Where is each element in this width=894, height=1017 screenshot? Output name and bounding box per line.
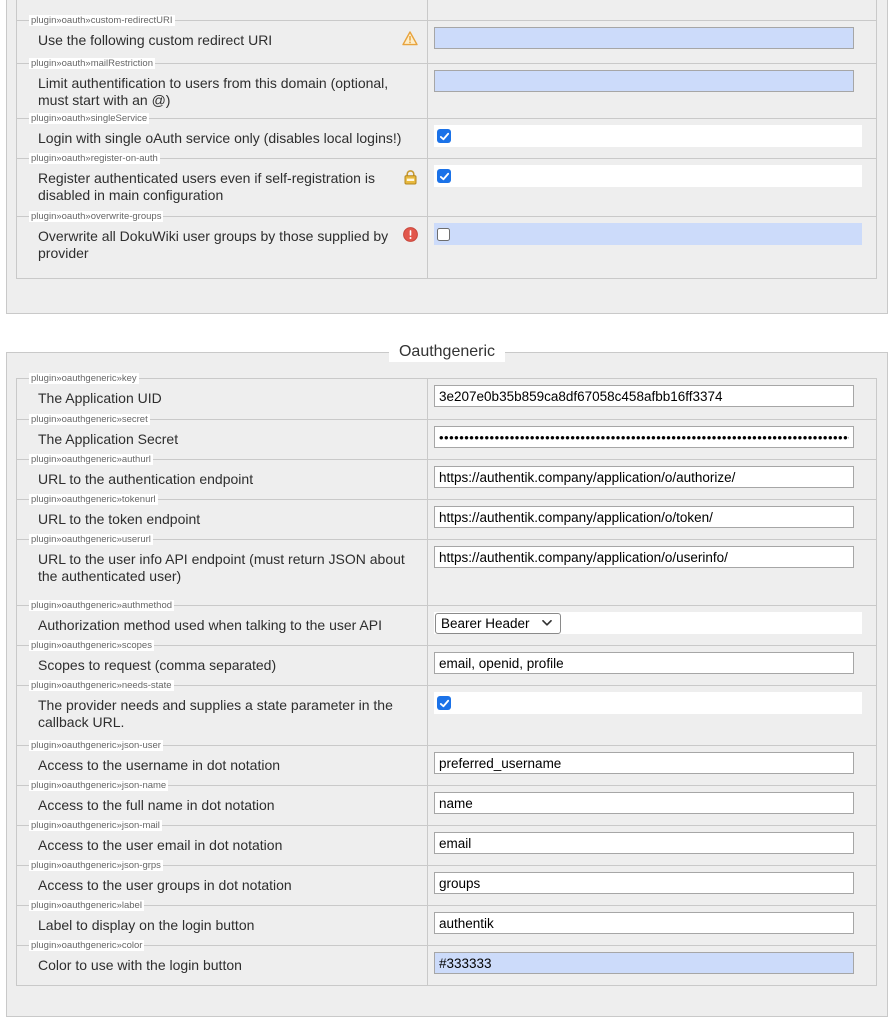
setting-label: Register authenticated users even if self-registration is disabled in main configuration <box>38 170 375 203</box>
setting-key: plugin»oauthgeneric»authurl <box>31 454 151 465</box>
setting-value-cell <box>427 606 876 645</box>
json-grps-input[interactable] <box>434 872 854 894</box>
setting-label-cell <box>17 153 427 216</box>
overwrite-groups-checkbox-field <box>434 223 862 245</box>
needs-state-checkbox-field <box>434 692 862 714</box>
setting-key: plugin»oauthgeneric»secret <box>31 414 148 425</box>
setting-value-cell <box>427 786 876 825</box>
setting-value-cell <box>427 460 876 499</box>
config-row-authmethod <box>17 600 876 645</box>
setting-value-cell <box>427 746 876 785</box>
setting-label: Limit authentification to users from this domain (optional, must start with an @) <box>38 75 389 108</box>
setting-label: Authorization method used when talking to the user API <box>38 617 382 633</box>
config-row-json-name <box>17 780 876 825</box>
warning-icon <box>402 31 418 46</box>
setting-key: plugin»oauth»overwrite-groups <box>31 211 162 222</box>
needs-state-checkbox[interactable] <box>437 696 451 710</box>
setting-label: URL to the user info API endpoint (must return JSON about the authenticated user) <box>38 551 405 584</box>
json-mail-input[interactable] <box>434 832 854 854</box>
setting-value-cell <box>427 420 876 459</box>
setting-value-cell <box>427 21 876 63</box>
setting-label: Scopes to request (comma separated) <box>38 657 277 673</box>
setting-value-cell <box>427 500 876 539</box>
setting-label: Overwrite all DokuWiki user groups by those supplied by provider <box>38 228 389 261</box>
config-row-tokenurl <box>17 494 876 539</box>
lock-icon <box>403 169 418 185</box>
config-row-overwrite-groups <box>17 211 876 278</box>
authurl-input[interactable] <box>434 466 854 488</box>
config-row-secret <box>17 414 876 459</box>
setting-value-cell <box>427 64 876 118</box>
selected-option: Bearer Header <box>441 615 530 631</box>
setting-key: plugin»oauthgeneric»key <box>31 373 137 384</box>
chevron-down-icon <box>542 620 552 626</box>
config-row-label <box>17 900 876 945</box>
setting-label: Access to the user email in dot notation <box>38 837 283 853</box>
label-input[interactable] <box>434 912 854 934</box>
custom-redirectURI-input[interactable] <box>434 27 854 49</box>
setting-label-cell <box>17 940 427 985</box>
config-row-singleService <box>17 113 876 158</box>
key-input[interactable] <box>434 385 854 407</box>
setting-value-cell <box>427 686 876 745</box>
config-table <box>16 373 877 986</box>
tokenurl-input[interactable] <box>434 506 854 528</box>
section-legend-text: Oauthgeneric <box>389 342 505 362</box>
setting-value-cell <box>427 646 876 685</box>
setting-key: plugin»oauthgeneric»needs-state <box>31 680 172 691</box>
json-name-input[interactable] <box>434 792 854 814</box>
singleService-checkbox[interactable] <box>437 129 451 143</box>
authmethod-select[interactable] <box>435 613 561 634</box>
setting-key: plugin»oauthgeneric»json-name <box>31 780 167 791</box>
config-row-needs-state <box>17 680 876 745</box>
setting-label: Access to the user groups in dot notation <box>38 877 292 893</box>
setting-label-cell <box>17 534 427 605</box>
config-row-authurl <box>17 454 876 499</box>
config-row-mailRestriction <box>17 58 876 118</box>
secret-input[interactable] <box>434 426 854 448</box>
setting-value-cell <box>427 540 876 605</box>
setting-label: Label to display on the login button <box>38 917 255 933</box>
color-input[interactable] <box>434 952 854 974</box>
setting-value-cell <box>427 826 876 865</box>
setting-label-cell <box>17 58 427 118</box>
setting-label: Access to the full name in dot notation <box>38 797 275 813</box>
config-row-userurl <box>17 534 876 605</box>
setting-label-cell <box>17 211 427 278</box>
setting-label: Access to the username in dot notation <box>38 757 281 773</box>
section-legend <box>7 342 887 362</box>
error-icon <box>403 227 418 242</box>
setting-label: The provider needs and supplies a state parameter in the callback URL. <box>38 697 393 730</box>
setting-key: plugin»oauth»custom-redirectURI <box>31 15 173 26</box>
setting-key: plugin»oauthgeneric»tokenurl <box>31 494 156 505</box>
setting-key: plugin»oauthgeneric»label <box>31 900 142 911</box>
setting-key: plugin»oauth»mailRestriction <box>31 58 153 69</box>
setting-value-cell <box>427 119 876 158</box>
config-row-json-user <box>17 740 876 785</box>
setting-label: URL to the token endpoint <box>38 511 201 527</box>
config-row-scopes <box>17 640 876 685</box>
setting-key: plugin»oauthgeneric»json-grps <box>31 860 161 871</box>
mailRestriction-input[interactable] <box>434 70 854 92</box>
setting-key: plugin»oauthgeneric»json-user <box>31 740 161 751</box>
setting-label: Use the following custom redirect URI <box>38 32 273 48</box>
setting-key: plugin»oauthgeneric»scopes <box>31 640 152 651</box>
setting-key: plugin»oauthgeneric»userurl <box>31 534 151 545</box>
setting-label-cell <box>17 15 427 63</box>
userurl-input[interactable] <box>434 546 854 568</box>
setting-value-cell <box>427 217 876 278</box>
scopes-input[interactable] <box>434 652 854 674</box>
config-row-custom-redirectURI <box>17 15 876 63</box>
config-row-json-mail <box>17 820 876 865</box>
setting-value-cell <box>427 379 876 419</box>
setting-value-cell <box>427 946 876 985</box>
setting-label-cell <box>17 680 427 745</box>
config-row-register-on-auth <box>17 153 876 216</box>
setting-label: Color to use with the login button <box>38 957 242 973</box>
oauthgeneric-section <box>6 343 888 1017</box>
setting-key: plugin»oauthgeneric»authmethod <box>31 600 173 611</box>
setting-label: The Application Secret <box>38 431 179 447</box>
config-table <box>16 0 877 279</box>
config-row-key <box>17 373 876 419</box>
register-on-auth-checkbox[interactable] <box>437 169 451 183</box>
singleService-checkbox-field <box>434 125 862 147</box>
setting-label: Login with single oAuth service only (disables local logins!) <box>38 130 402 146</box>
setting-value-cell <box>427 906 876 945</box>
setting-label-cell <box>17 373 427 419</box>
config-row-json-grps <box>17 860 876 905</box>
setting-key: plugin»oauthgeneric»color <box>31 940 143 951</box>
oauth-section <box>6 0 888 314</box>
setting-value-cell <box>427 866 876 905</box>
setting-key: plugin»oauth»register-on-auth <box>31 153 158 164</box>
json-user-input[interactable] <box>434 752 854 774</box>
setting-value-cell <box>427 159 876 216</box>
setting-label: URL to the authentication endpoint <box>38 471 254 487</box>
register-on-auth-checkbox-field <box>434 165 862 187</box>
setting-label: The Application UID <box>38 390 162 406</box>
overwrite-groups-checkbox[interactable] <box>437 228 450 241</box>
setting-key: plugin»oauthgeneric»json-mail <box>31 820 160 831</box>
config-row-color <box>17 940 876 985</box>
authmethod-select-field <box>434 612 862 634</box>
setting-key: plugin»oauth»singleService <box>31 113 148 124</box>
